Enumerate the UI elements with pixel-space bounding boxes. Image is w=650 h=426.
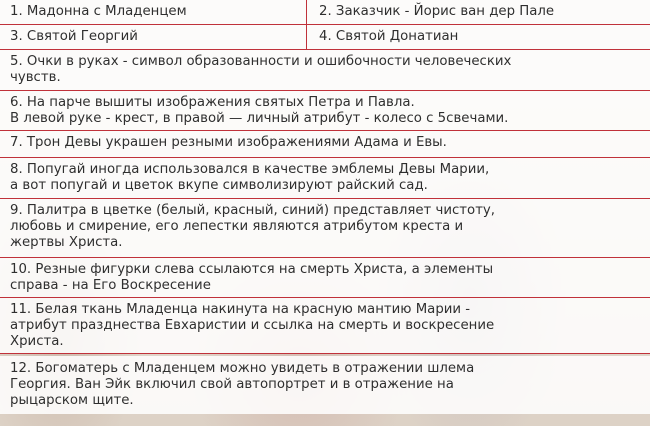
divider bbox=[0, 24, 650, 25]
legend-cell-3: 3. Святой Георгий bbox=[0, 25, 306, 49]
legend-note-6: 6. На парче вышиты изображения святых Петра и Павла. В левой руке - крест, в правой — личный атрибут - колесо с 5свечами. bbox=[0, 91, 650, 130]
legend-note-7: 7. Трон Девы украшен резными изображениями Адама и Евы. bbox=[0, 131, 650, 157]
divider bbox=[0, 353, 650, 354]
legend-note-9: 9. Палитра в цветке (белый, красный, синий) представляет чистоту, любовь и смирение, его лепестки являются атрибутом креста и жертвы Христа. bbox=[0, 199, 650, 257]
legend-note-8: 8. Попугай иногда использовался в качестве эмблемы Девы Марии, а вот попугай и цветок вкупе символизируют райский сад. bbox=[0, 158, 650, 198]
legend-note-10: 10. Резные фигурки слева ссылаются на смерть Христа, а элементы справа - на Его Воскресение bbox=[0, 258, 650, 297]
legend-note-5: 5. Очки в руках - символ образованности и ошибочности человеческих чувств. bbox=[0, 50, 650, 90]
legend-cell-2: 2. Заказчик - Йорис ван дер Пале bbox=[307, 0, 650, 24]
legend-cell-4: 4. Святой Донатиан bbox=[307, 25, 650, 49]
legend-note-12: 12. Богоматерь с Младенцем можно увидеть в отражении шлема Георгия. Ван Эйк включил свой автопортрет и в отражение на рыцарском щите. bbox=[0, 356, 650, 414]
legend-cell-1: 1. Мадонна с Младенцем bbox=[0, 0, 306, 24]
legend-note-11: 11. Белая ткань Младенца накинута на красную мантию Марии - атрибут празднества Евхаристии и ссылка на смерть и воскресение Христа. bbox=[0, 298, 650, 353]
